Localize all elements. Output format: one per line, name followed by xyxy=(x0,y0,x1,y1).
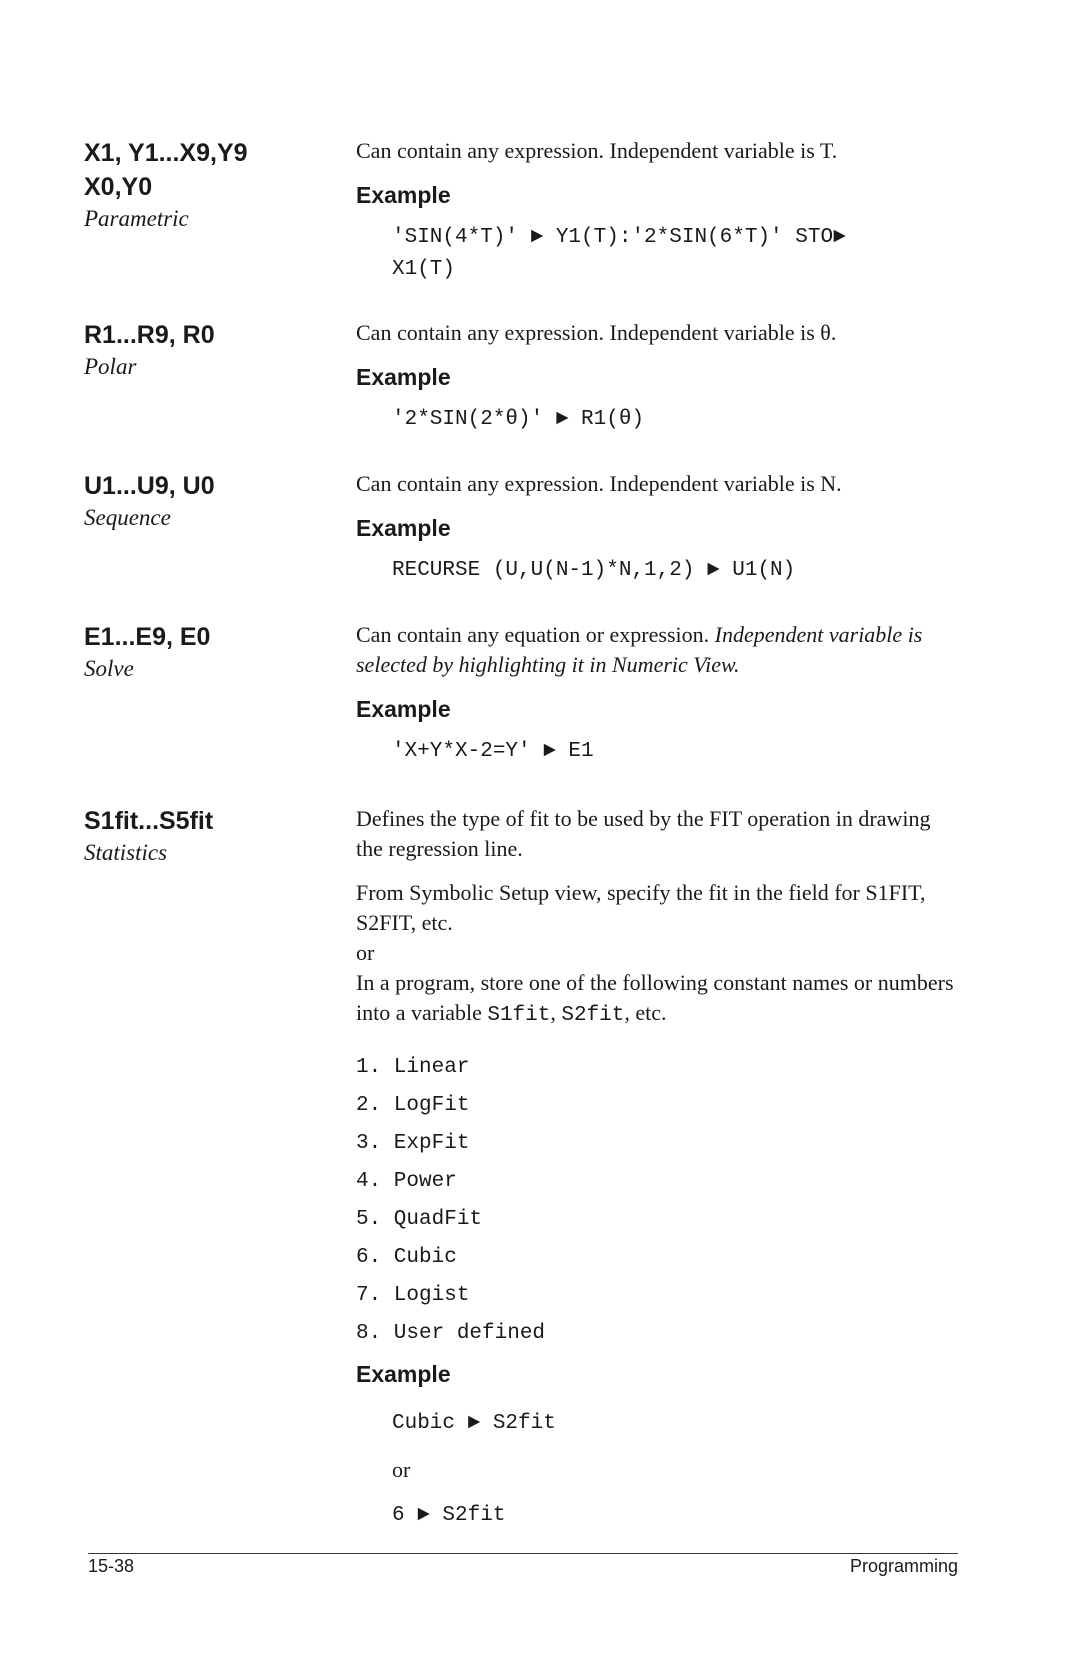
example-code: 6 ► S2fit xyxy=(392,1504,506,1527)
fit-item: 2. LogFit xyxy=(356,1094,470,1117)
var-description: Can contain any expression. Independent variable is N. xyxy=(356,471,842,496)
fit-item: 4. Power xyxy=(356,1170,457,1193)
setup-instructions: From Symbolic Setup view, specify the fit in the field for S1FIT, S2FIT, etc. xyxy=(356,880,926,935)
section-name: Programming xyxy=(849,1556,958,1576)
footer-rule xyxy=(88,1553,958,1554)
example-code: 'X+Y*X-2=Y' ► E1 xyxy=(392,740,594,763)
var-subtitle: Solve xyxy=(84,656,134,681)
example-heading: Example xyxy=(356,182,451,208)
example-heading: Example xyxy=(356,1361,451,1387)
example-code: X1(T) xyxy=(392,258,456,281)
var-description: Can contain any equation or expression. Independent variable is selected by highlighting it in Numeric View. xyxy=(356,622,923,677)
fit-list xyxy=(356,1049,956,1353)
fit-item: 8. User defined xyxy=(356,1322,546,1345)
fit-item: 1. Linear xyxy=(356,1056,470,1079)
var-name: X1, Y1...X9,Y9 xyxy=(84,139,248,167)
var-name: S1fit...S5fit xyxy=(84,807,214,835)
var-name: E1...E9, E0 xyxy=(84,623,211,651)
fit-item: 3. ExpFit xyxy=(356,1132,470,1155)
or-text: or xyxy=(392,1457,411,1482)
var-description: Can contain any expression. Independent variable is T. xyxy=(356,138,838,163)
var-name: X0,Y0 xyxy=(84,173,153,201)
var-subtitle: Polar xyxy=(84,354,137,379)
example-heading: Example xyxy=(356,515,451,541)
example-heading: Example xyxy=(356,696,451,722)
program-instructions: In a program, store one of the following constant names or numbers into a variable S1fit, S2fit, etc. xyxy=(356,970,954,1027)
fit-description: Defines the type of fit to be used by the FIT operation in drawing the regression line. xyxy=(356,806,931,861)
var-subtitle: Parametric xyxy=(84,206,189,231)
example-code: 'SIN(4*T)' ► Y1(T):'2*SIN(6*T)' STO► xyxy=(392,226,846,249)
var-subtitle: Statistics xyxy=(84,840,168,865)
var-subtitle: Sequence xyxy=(84,505,171,530)
page-number: 15-38 xyxy=(88,1556,135,1576)
example-code: Cubic ► S2fit xyxy=(392,1412,556,1435)
example-code: '2*SIN(2*θ)' ► R1(θ) xyxy=(392,408,645,431)
fit-item: 7. Logist xyxy=(356,1284,470,1307)
var-name: R1...R9, R0 xyxy=(84,321,215,349)
var-description: Can contain any expression. Independent variable is θ. xyxy=(356,320,837,345)
example-heading: Example xyxy=(356,364,451,390)
example-code: RECURSE (U,U(N-1)*N,1,2) ► U1(N) xyxy=(392,559,796,582)
fit-item: 6. Cubic xyxy=(356,1246,457,1269)
or-text: or xyxy=(356,940,375,965)
var-name: U1...U9, U0 xyxy=(84,472,215,500)
fit-item: 5. QuadFit xyxy=(356,1208,483,1231)
